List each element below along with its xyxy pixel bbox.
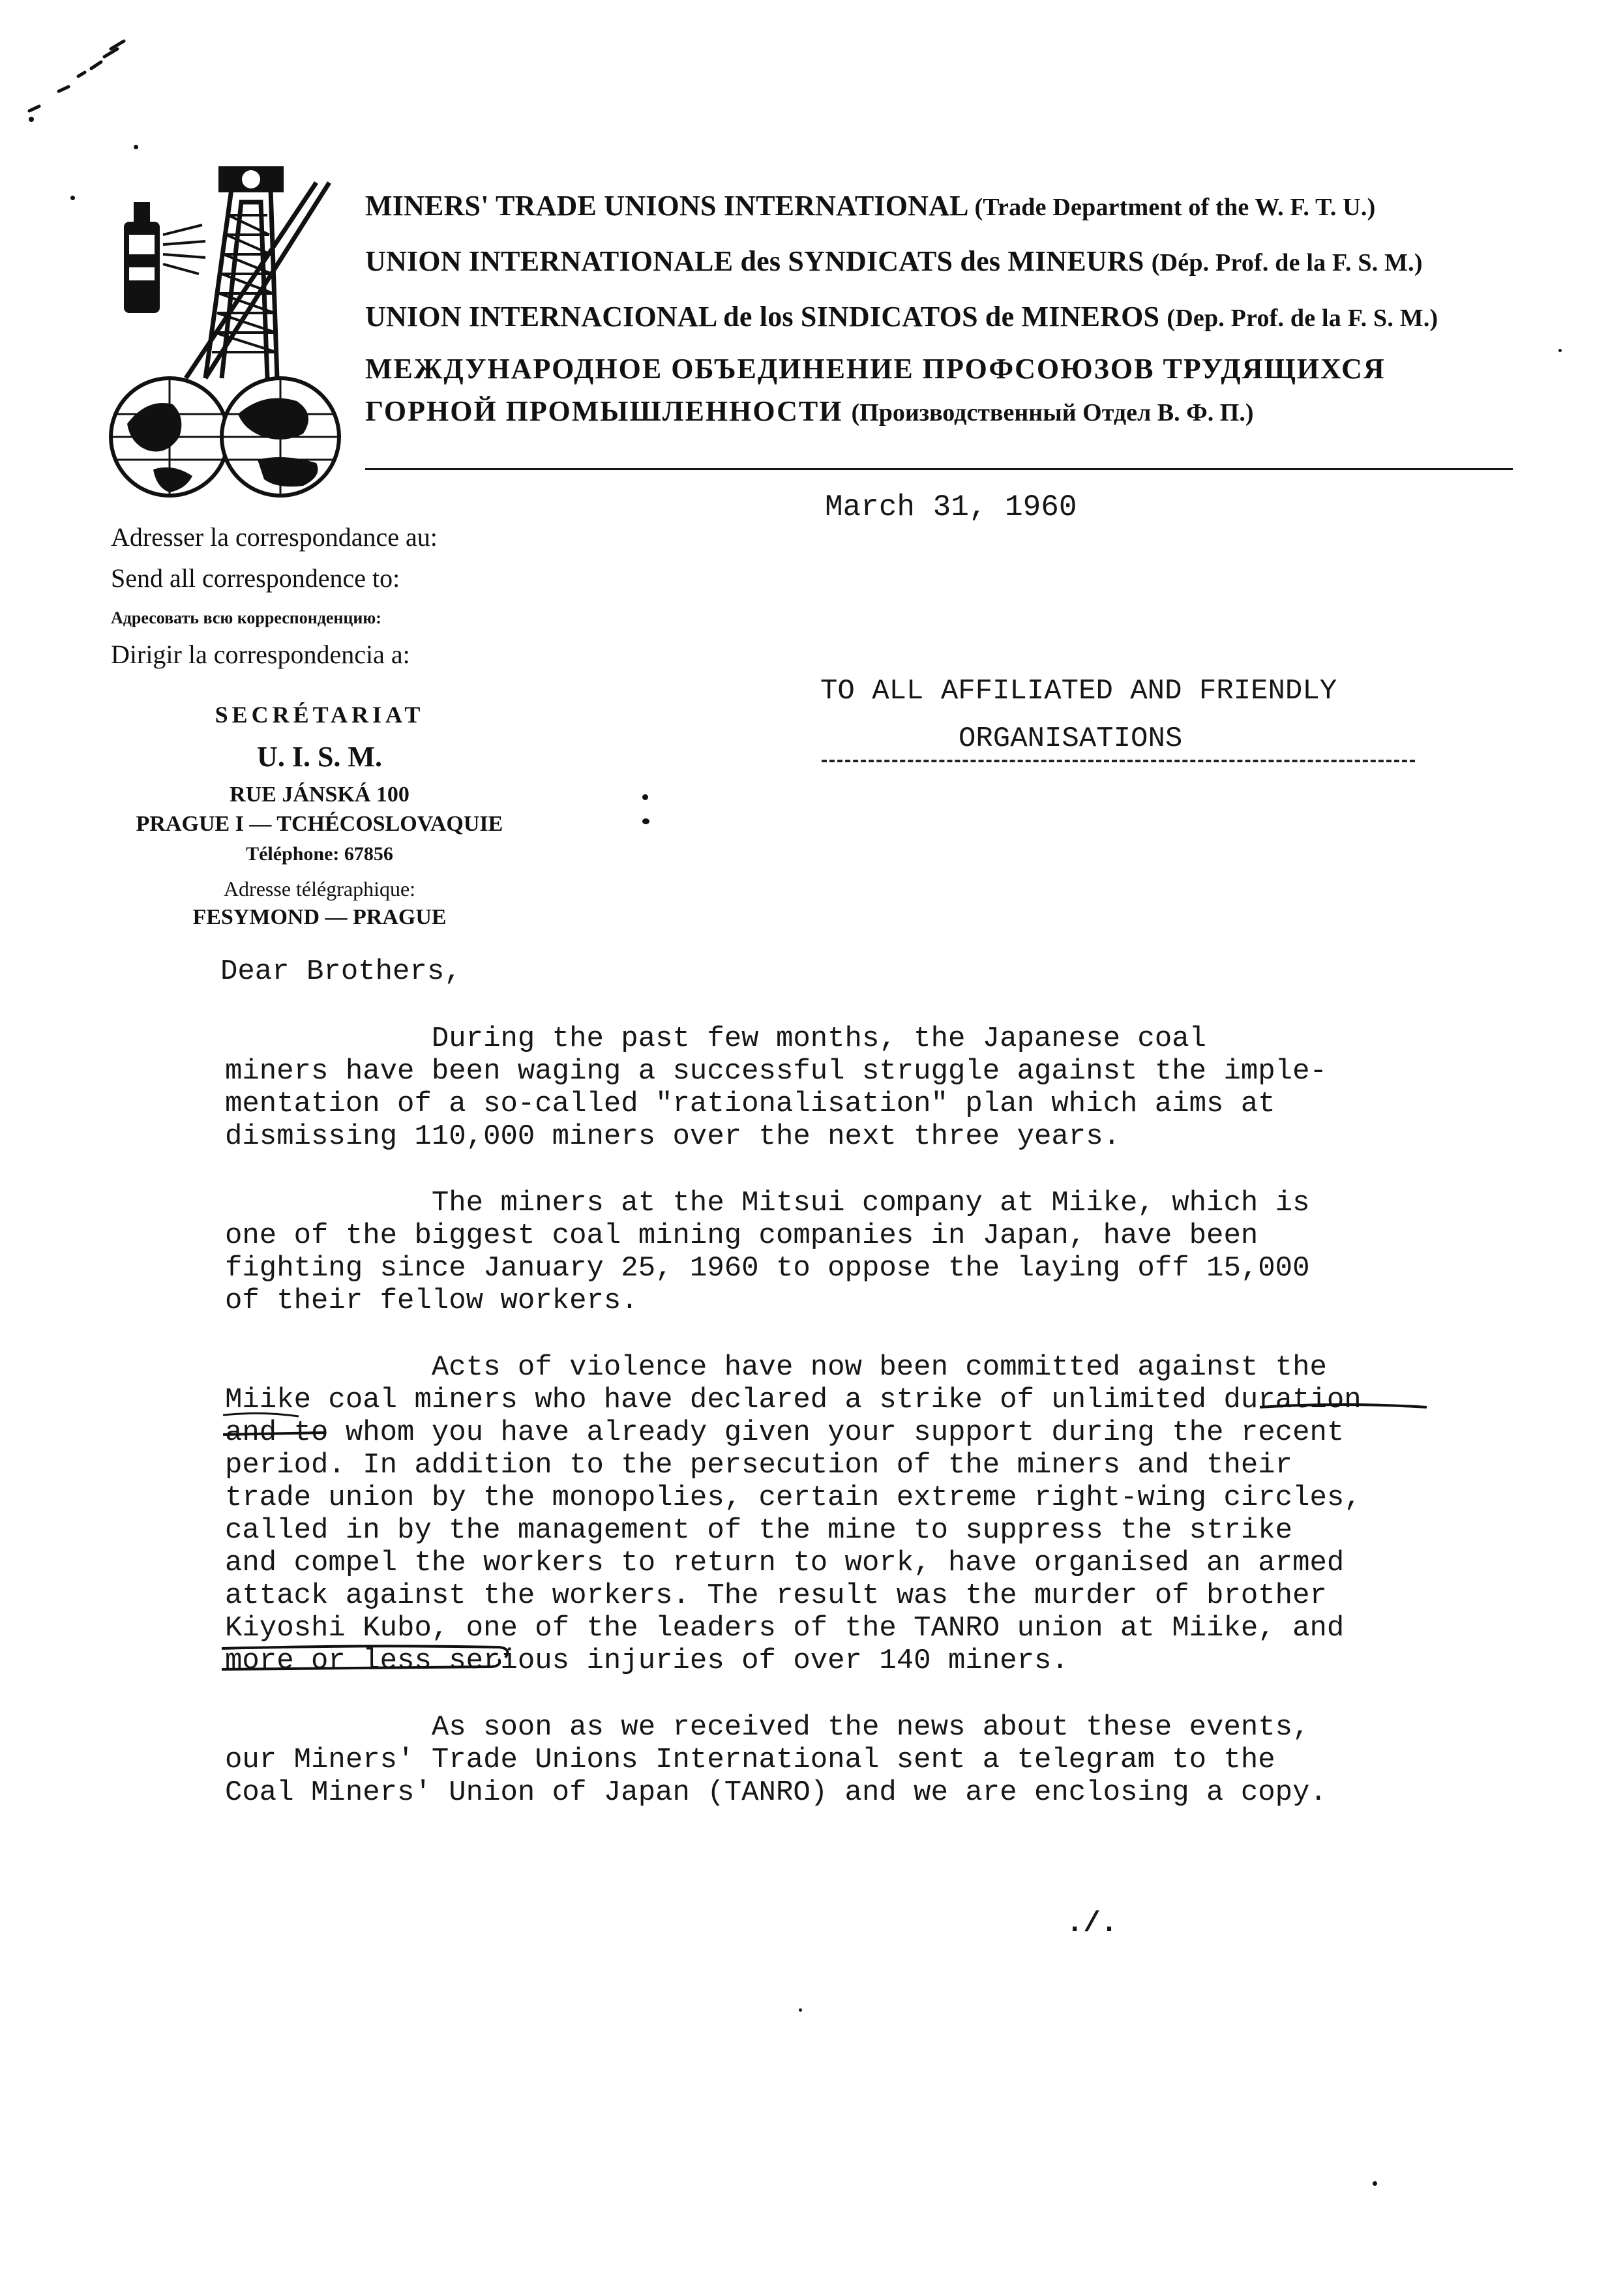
body-line: Coal Miners' Union of Japan (TANRO) and we are enclosing a copy. <box>225 1776 1327 1809</box>
telegraph-label: Adresse télégraphique: <box>223 877 416 901</box>
org-name: МЕЖДУНАРОДНОЕ ОБЪЕДИНЕНИЕ ПРОФСОЮЗОВ ТРУДЯЩИХСЯ <box>365 353 1386 385</box>
org-dept: (Производственный Отдел В. Ф. П.) <box>851 399 1254 426</box>
org-name: UNION INTERNACIONAL de los SINDICATOS de MINEROS <box>365 301 1160 333</box>
letterhead-line-ru-2 <box>365 395 1254 428</box>
ink-marks <box>20 36 130 127</box>
address-prompt-fr: Adresser la correspondance au: <box>111 522 438 552</box>
ink-speck <box>70 196 75 200</box>
body-line: one of the biggest coal mining companies in Japan, have been <box>225 1219 1258 1252</box>
handwritten-strikethrough <box>218 1656 505 1682</box>
recipient-line-1: TO ALL AFFILIATED AND FRIENDLY <box>820 675 1337 708</box>
address-prompt-en: Send all correspondence to: <box>111 563 400 593</box>
ink-speck <box>134 145 138 149</box>
org-dept: (Dep. Prof. de la F. S. M.) <box>1167 305 1438 332</box>
body-line: more or less serious injuries of over 140 miners. <box>225 1645 1069 1677</box>
body-line: and compel the workers to return to work, have organised an armed <box>225 1547 1345 1579</box>
telegraph-address: FESYMOND — PRAGUE <box>192 905 447 929</box>
body-line: period. In addition to the persecution of the miners and their <box>225 1449 1293 1482</box>
handwritten-strikethrough <box>222 1425 326 1444</box>
body-line: The miners at the Mitsui company at Miike, which is <box>225 1187 1310 1219</box>
body-line: called in by the management of the mine to suppress the strike <box>225 1514 1293 1547</box>
body-line: As soon as we received the news about these events, <box>225 1711 1310 1744</box>
letterhead-rule <box>365 468 1513 470</box>
body-line: miners have been waging a successful struggle against the imple- <box>225 1055 1327 1088</box>
letterhead-line-en <box>365 189 1375 222</box>
continuation-mark: ./. <box>1066 1907 1118 1940</box>
org-abbreviation: U. I. S. M. <box>257 741 382 773</box>
body-line: of their fellow workers. <box>225 1285 638 1317</box>
body-line: trade union by the monopolies, certain extreme right-wing circles, <box>225 1482 1362 1514</box>
org-dept: (Trade Department of the W. F. T. U.) <box>974 194 1376 221</box>
secretariat-label: SECRÉTARIAT <box>215 702 424 728</box>
recipient-underline <box>822 760 1415 762</box>
letterhead-line-ru-1 <box>365 352 1386 385</box>
body-line: mentation of a so-called "rationalisation" plan which aims at <box>225 1088 1275 1120</box>
salutation: Dear Brothers, <box>220 955 462 988</box>
handwritten-underline <box>1258 1401 1428 1414</box>
letterhead-line-fr <box>365 245 1423 278</box>
org-name: UNION INTERNATIONALE des SYNDICATS des MINEURS <box>365 245 1144 277</box>
body-line: dismissing 110,000 miners over the next three years. <box>225 1120 1121 1153</box>
ink-speck <box>1558 349 1562 352</box>
org-name: ГОРНОЙ ПРОМЫШЛЕННОСТИ <box>365 395 843 427</box>
ink-speck <box>1373 2181 1377 2186</box>
ink-speck <box>799 2008 802 2012</box>
body-line: our Miners' Trade Unions International sent a telegram to the <box>225 1744 1275 1776</box>
ink-speck <box>642 794 648 800</box>
city-address: PRAGUE I — TCHÉCOSLOVAQUIE <box>136 812 503 836</box>
body-line: attack against the workers. The result was the murder of brother <box>225 1579 1327 1612</box>
body-line: fighting since January 25, 1960 to oppose the laying off 15,000 <box>225 1252 1310 1285</box>
recipient-line-2: ORGANISATIONS <box>959 723 1183 755</box>
miners-union-logo <box>108 163 362 502</box>
org-dept: (Dép. Prof. de la F. S. M.) <box>1151 249 1423 276</box>
telephone: Téléphone: 67856 <box>246 843 393 865</box>
address-prompt-ru: Адресовать всю корреспонденцию: <box>111 608 381 627</box>
street-address: RUE JÁNSKÁ 100 <box>230 783 409 807</box>
body-line: and to whom you have already given your support during the recent <box>225 1416 1345 1449</box>
org-name: MINERS' TRADE UNIONS INTERNATIONAL <box>365 190 968 222</box>
ink-speck <box>642 818 649 824</box>
body-line: Acts of violence have now been committed against the <box>225 1351 1327 1384</box>
body-line: Kiyoshi Kubo, one of the leaders of the TANRO union at Miike, and <box>225 1612 1345 1645</box>
letterhead-line-es <box>365 300 1438 333</box>
address-prompt-es: Dirigir la correspondencia a: <box>111 640 410 669</box>
body-line: Miike coal miners who have declared a strike of unlimited duration <box>225 1384 1362 1416</box>
letter-date: March 31, 1960 <box>825 490 1077 524</box>
body-line: During the past few months, the Japanese coal <box>225 1022 1207 1055</box>
